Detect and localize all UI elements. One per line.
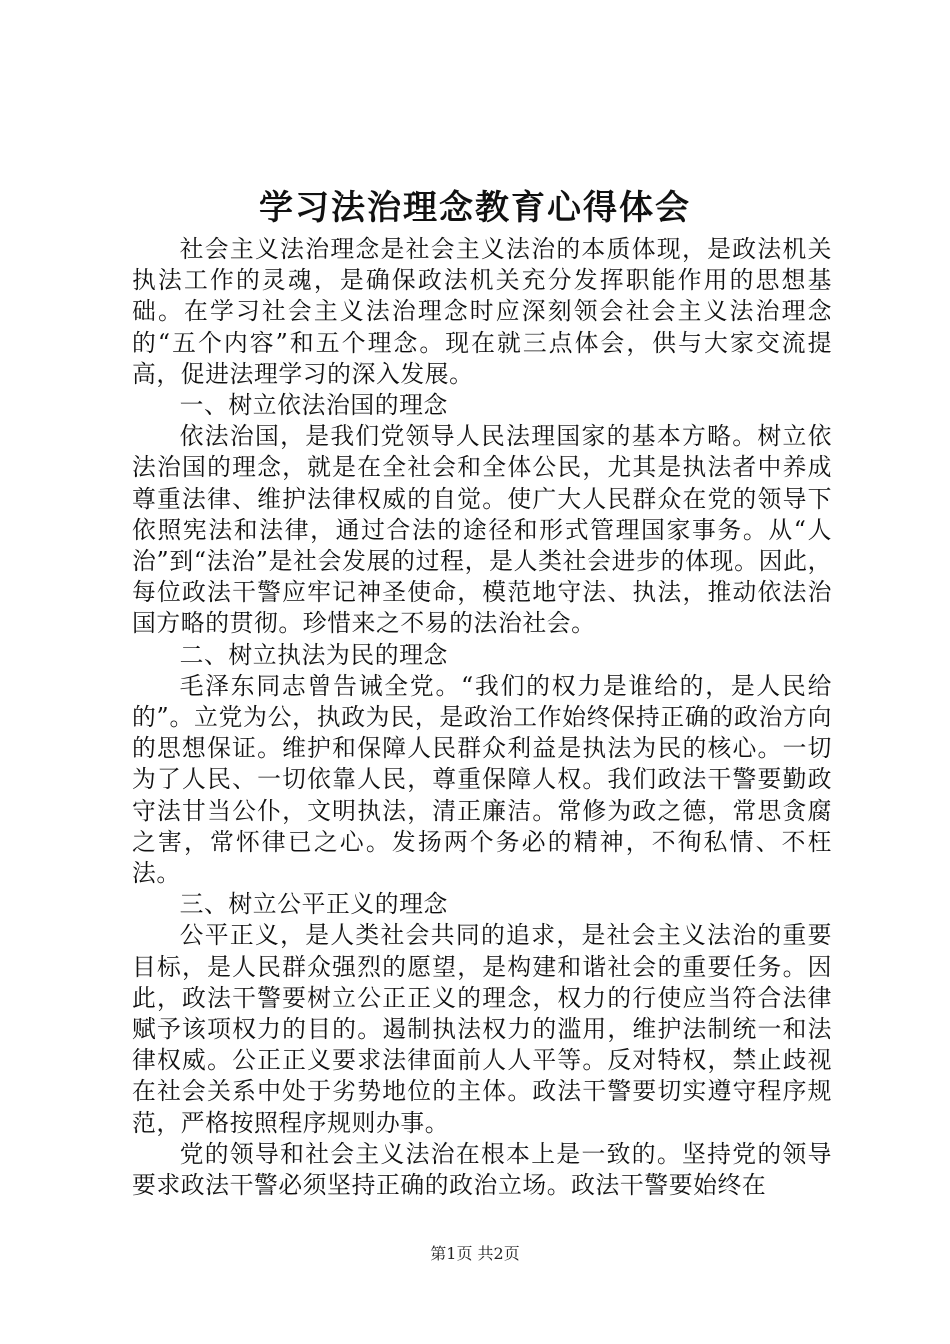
section-heading-2: 二、树立执法为民的理念 [179,640,448,669]
document-title: 学习法治理念教育心得体会 [259,188,691,228]
section-heading-1: 一、树立依法治国的理念 [179,391,448,420]
paragraph-section-3: 公平正义，是人类社会共同的追求，是社会主义法治的重要目标，是人民群众强烈的愿望，是构建和谐社会的重要任务。因此，政法干警要树立公正正义的理念，权力的行使应当符合法律赋予该项权力的目的。遏制执法权力的滥用，维护法制统一和法律权威。公正正义要求法律面前人人平等。反对特权，禁止歧视在社会关系中处于劣势地位的主体。政法干警要切实遵守程序规范，严格按照程序规则办事。 [132,921,832,1137]
paragraph-intro: 社会主义法治理念是社会主义法治的本质体现，是政法机关执法工作的灵魂，是确保政法机关充分发挥职能作用的思想基础。在学习社会主义法治理念时应深刻领会社会主义法治理念的“五个内容”和五个理念。现在就三点体会，供与大家交流提高，促进法理学习的深入发展。 [132,235,832,388]
section-heading-3: 三、树立公平正义的理念 [179,890,448,919]
page-number: 第1页 共2页 [430,1244,520,1263]
paragraph-section-1: 依法治国，是我们党领导人民法理国家的基本方略。树立依法治国的理念，就是在全社会和全体公民，尤其是执法者中养成尊重法律、维护法律权威的自觉。使广大人民群众在党的领导下依照宪法和法律，通过合法的途径和形式管理国家事务。从“人治”到“法治”是社会发展的过程，是人类社会进步的体现。因此，每位政法干警应牢记神圣使命，模范地守法、执法，推动依法治国方略的贯彻。珍惜来之不易的法治社会。 [132,422,832,638]
paragraph-section-2: 毛泽东同志曾告诫全党。“我们的权力是谁给的，是人民给的”。立党为公，执政为民，是政治工作始终保持正确的政治方向的思想保证。维护和保障人民群众利益是执法为民的核心。一切为了人民、一切依靠人民，尊重保障人权。我们政法干警要勤政守法甘当公仆，文明执法，清正廉洁。常修为政之德，常思贪腐之害，常怀律已之心。发扬两个务必的精神，不徇私情、不枉法。 [132,671,832,888]
paragraph-conclusion: 党的领导和社会主义法治在根本上是一致的。坚持党的领导要求政法干警必须坚持正确的政治立场。政法干警要始终在 [132,1139,832,1200]
document-body [132,234,832,1201]
